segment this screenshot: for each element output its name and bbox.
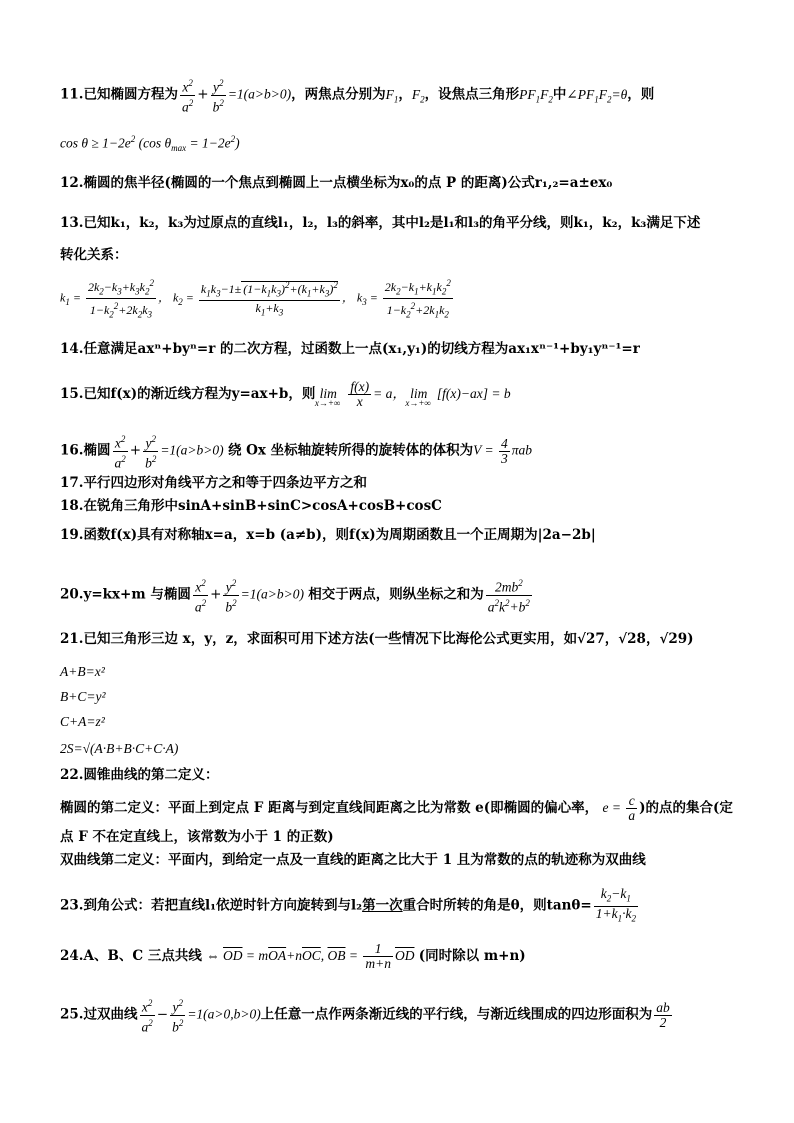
item-21-eq3: C+A=z²	[60, 714, 105, 729]
item-24: 24.A、B、C 三点共线 ⇔ $\overline{OD} = m\overline{OA}+n\overline{OC}$, $\overline{OB}$ = $\frac{1}{m+n}$ $\overline{OD}$ (同时除以 m+n)	[60, 941, 526, 971]
item-25: 25.过双曲线 $\frac{x^2}{a^2}$ − $\frac{y^2}{b^2}$ =1(a>0,b>0)上任意一点作两条渐近线的平行线，与渐近线围成的四边形面积为 $\frac{ab}{2}$	[60, 998, 670, 1034]
item-14: 14.任意满足axⁿ+byⁿ=r 的二次方程，过函数上一点(x₁,y₁)的切线方程为ax₁xⁿ⁻¹+by₁yⁿ⁻¹=r	[60, 341, 640, 357]
item-16-mid: 绕 Ox 坐标轴旋转所得的旋转体的体积为	[227, 442, 474, 459]
item-22-ellipse-head: 椭圆的第二定义：	[60, 800, 168, 816]
item-13-formulas: $k_1$ = $\frac{2k_2-k_3+k_3k_2^2}{1-k_2^2+2k_2k_3}$ ， $k_2$ = $\frac{k_1k_3-1\pm (1-k_1k_3)^2+(k_1+k_3)^2}{k_1+k_3}$ ， $k_3$ = $\frac{2k_2-k_1+k_1k_2^2}{1-k_2^2+2k_1k_2}$	[60, 278, 451, 320]
item-21-eq4: 2S=√(A·B+B·C+C·A)	[60, 741, 179, 756]
item-11-head: 11.已知椭圆方程为	[60, 86, 178, 103]
item-22-title: 22.圆锥曲线的第二定义：	[60, 767, 219, 783]
item-23: 23.到角公式：若把直线l₁依逆时针方向旋转到与l₂第一次重合时所转的角是θ，则tanθ= $\frac{k_2-k_1}{1+k_1\cdot k_2}$	[60, 886, 636, 924]
item-22-hyper: 双曲线第二定义：平面内，到给定一点及一直线的距离之比大于 1 且为常数的点的轨迹称为双曲线	[60, 852, 646, 868]
item-22-ellipse: 椭圆的第二定义：平面上到定点 F 距离与到定直线间距离之比为常数 e(即椭圆的偏心率， e = $\frac{c}{a}$ )的点的集合(定	[60, 793, 733, 823]
item-20-head: 20.y=kx+m 与椭圆	[60, 586, 191, 603]
item-17: 17.平行四边形对角线平方之和等于四条边平方之和	[60, 475, 367, 491]
item-19: 19.函数f(x)具有对称轴x=a，x=b (a≠b)，则f(x)为周期函数且一个正周期为|2a−2b|	[60, 527, 596, 543]
item-21-eq1: A+B=x²	[60, 664, 105, 679]
item-13-line2: 转化关系：	[60, 247, 128, 263]
item-13-line1: 13.已知k₁，k₂，k₃为过原点的直线l₁，l₂，l₃的斜率，其中l₂是l₁和l₃的角平分线，则k₁，k₂，k₃满足下述	[60, 215, 701, 231]
item-11-tail: $\cos \theta \ge 1-2e^2$ (cos $\theta_{max} = 1-2e^2$)	[60, 134, 240, 154]
item-18: 18.在锐角三角形中sinA+sinB+sinC>cosA+cosB+cosC	[60, 498, 442, 514]
item-15: 15.已知f(x)的渐近线方程为y=ax+b，则 $\lim_{x\to+\infty}$ $\frac{f(x)}{x}$ = a， $\lim_{x\to+\infty}[f(x)-ax] = b$	[60, 379, 511, 409]
item-21: 21.已知三角形三边 x，y，z，求面积可用下述方法(一些情况下比海伦公式更实用，如√27，√28，√29)	[60, 631, 694, 647]
item-20-mid: 相交于两点，则纵坐标之和为	[308, 586, 484, 603]
item-15-text: 15.已知f(x)的渐近线方程为y=ax+b，则	[60, 386, 316, 402]
item-12: 12.椭圆的焦半径(椭圆的一个焦点到椭圆上一点横坐标为x₀的点 P 的距离)公式r₁,₂=a±ex₀	[60, 175, 613, 191]
item-21-eq2: B+C=y²	[60, 689, 106, 704]
item-20: 20.y=kx+m 与椭圆 $\frac{x^2}{a^2}$ + $\frac{y^2}{b^2}$ =1(a>b>0) 相交于两点，则纵坐标之和为 $\frac{2mb^2}{a^2k^2+b^2}$	[60, 578, 530, 614]
item-22-ellipse-line2: 点 F 不在定直线上，该常数为小于 1 的正数)	[60, 829, 334, 845]
item-16-head: 16.椭圆	[60, 442, 111, 459]
item-11: 11.已知椭圆方程为 $\frac{x^2}{a^2}$ + $\frac{y^2}{b^2}$ =1(a>b>0)，两焦点分别为$F_1$，$F_2$，设焦点三角形$PF_1F_2$中$\angle PF_1F_2=\theta$，则	[60, 78, 655, 114]
item-16: 16.椭圆 $\frac{x^2}{a^2}$ + $\frac{y^2}{b^2}$ =1(a>b>0) 绕 Ox 坐标轴旋转所得的旋转体的体积为V = $\frac{4}{3}$ πab	[60, 434, 533, 470]
